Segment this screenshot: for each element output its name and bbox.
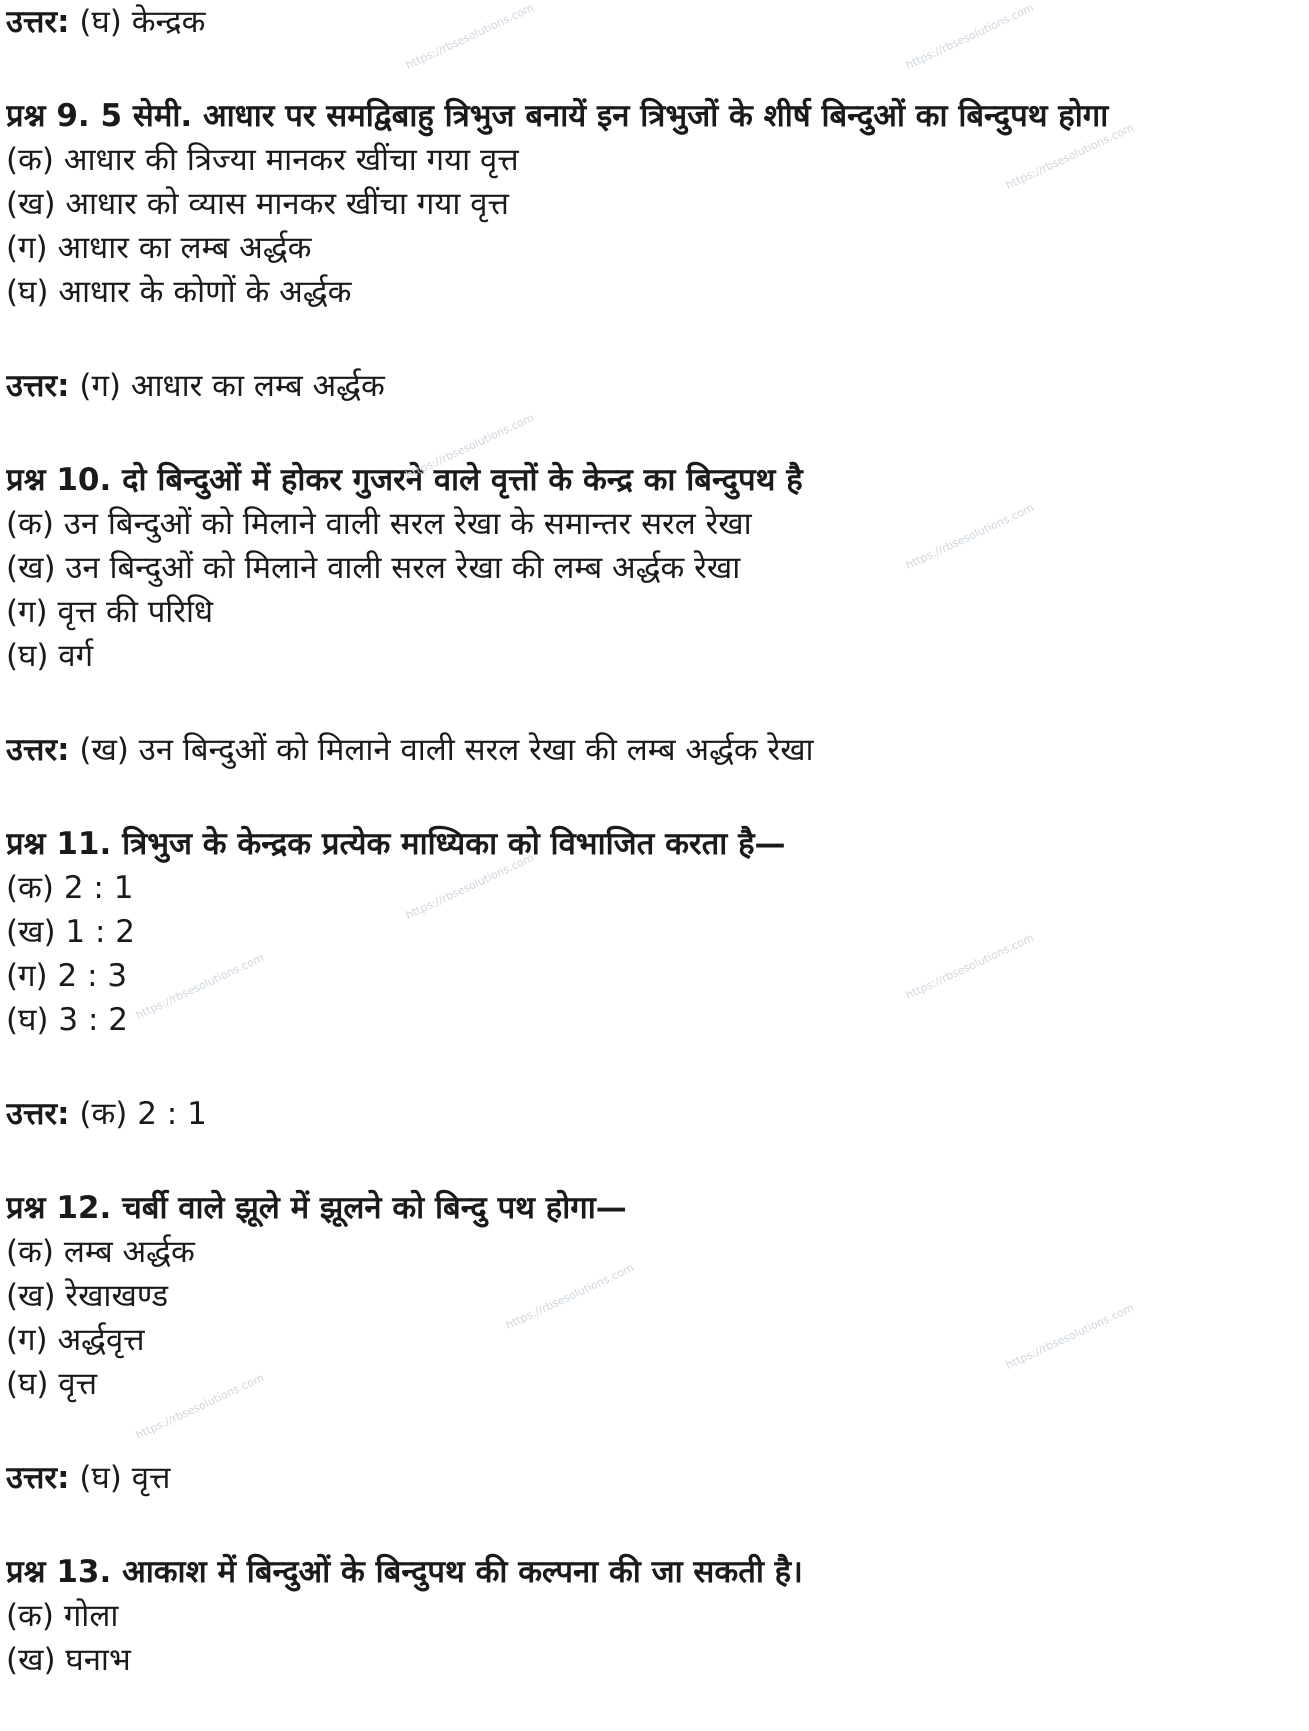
answer-text: (ख) उन बिन्दुओं को मिलाने वाली सरल रेखा की लम्ब अर्द्धक रेखा xyxy=(79,732,814,768)
question-9 xyxy=(6,94,1302,138)
question-text: आकाश में बिन्दुओं के बिन्दुपथ की कल्पना की जा सकती है। xyxy=(122,1554,803,1590)
option-line: (ग) आधार का लम्ब अर्द्धक xyxy=(6,230,312,266)
watermark: https://rbsesolutions.com xyxy=(903,931,1036,1002)
answer-label: उत्तर: xyxy=(6,368,70,404)
option-line: (ग) 2 : 3 xyxy=(6,958,128,994)
answer-text: (ग) आधार का लम्ब अर्द्धक xyxy=(79,368,385,404)
answer-line-q10 xyxy=(6,728,1302,772)
option-line: (क) गोला xyxy=(6,1598,119,1634)
question-number: प्रश्न 12. xyxy=(6,1190,112,1226)
option-line: (घ) वृत्त xyxy=(6,1366,98,1402)
watermark: https://rbsesolutions.com xyxy=(1003,121,1136,192)
watermark: https://rbsesolutions.com xyxy=(403,1,536,72)
watermark: https://rbsesolutions.com xyxy=(1003,1301,1136,1372)
answer-label: उत्तर: xyxy=(6,4,70,40)
answer-text: (क) 2 : 1 xyxy=(79,1096,207,1132)
option-line: (ख) घनाभ xyxy=(6,1642,131,1678)
option-line: (ख) रेखाखण्ड xyxy=(6,1278,169,1314)
answer-label: उत्तर: xyxy=(6,1096,70,1132)
watermark: https://rbsesolutions.com xyxy=(133,1371,266,1442)
answer-line-q11 xyxy=(6,1092,1302,1136)
question-number: प्रश्न 10. xyxy=(6,462,112,498)
option-line: (घ) 3 : 2 xyxy=(6,1002,128,1038)
question-12 xyxy=(6,1186,1302,1230)
answer-text: (घ) केन्द्रक xyxy=(79,4,206,40)
answer-text: (घ) वृत्त xyxy=(79,1460,171,1496)
watermark: https://rbsesolutions.com xyxy=(403,851,536,922)
question-text: दो बिन्दुओं में होकर गुजरने वाले वृत्तों के केन्द्र का बिन्दुपथ है xyxy=(122,462,803,498)
option-line: (ख) आधार को व्यास मानकर खींचा गया वृत्त xyxy=(6,186,509,222)
question-11 xyxy=(6,822,1302,866)
option-line: (ख) 1 : 2 xyxy=(6,914,135,950)
option-line: (ख) उन बिन्दुओं को मिलाने वाली सरल रेखा की लम्ब अर्द्धक रेखा xyxy=(6,550,741,586)
answer-line-q12 xyxy=(6,1456,1302,1500)
option-line: (क) आधार की त्रिज्या मानकर खींचा गया वृत्त xyxy=(6,142,519,178)
option-line: (क) 2 : 1 xyxy=(6,870,134,906)
answer-label: उत्तर: xyxy=(6,1460,70,1496)
option-line: (ग) वृत्त की परिधि xyxy=(6,594,214,630)
document-page xyxy=(6,0,1302,1682)
option-line: (क) लम्ब अर्द्धक xyxy=(6,1234,195,1270)
question-number: प्रश्न 13. xyxy=(6,1554,112,1590)
question-text: चर्बी वाले झूले में झूलने को बिन्दु पथ होगा— xyxy=(122,1190,627,1226)
answer-label: उत्तर: xyxy=(6,732,70,768)
question-text: 5 सेमी. आधार पर समद्विबाहु त्रिभुज बनायें इन त्रिभुजों के शीर्ष बिन्दुओं का बिन्दुपथ होगा xyxy=(100,98,1109,134)
watermark: https://rbsesolutions.com xyxy=(503,1261,636,1332)
question-text: त्रिभुज के केन्द्रक प्रत्येक माध्यिका को विभाजित करता है— xyxy=(122,826,786,862)
question-10 xyxy=(6,458,1302,502)
answer-line-q8 xyxy=(6,0,1302,44)
answer-line-q9 xyxy=(6,364,1302,408)
question-number: प्रश्न 11. xyxy=(6,826,112,862)
watermark: https://rbsesolutions.com xyxy=(403,411,536,482)
option-line: (घ) वर्ग xyxy=(6,638,94,674)
option-line: (क) उन बिन्दुओं को मिलाने वाली सरल रेखा के समान्तर सरल रेखा xyxy=(6,506,752,542)
watermark: https://rbsesolutions.com xyxy=(903,501,1036,572)
watermark: https://rbsesolutions.com xyxy=(133,951,266,1022)
question-number: प्रश्न 9. xyxy=(6,98,90,134)
watermark: https://rbsesolutions.com xyxy=(903,1,1036,72)
option-line: (घ) आधार के कोणों के अर्द्धक xyxy=(6,274,352,310)
question-13 xyxy=(6,1550,1302,1594)
option-line: (ग) अर्द्धवृत्त xyxy=(6,1322,145,1358)
